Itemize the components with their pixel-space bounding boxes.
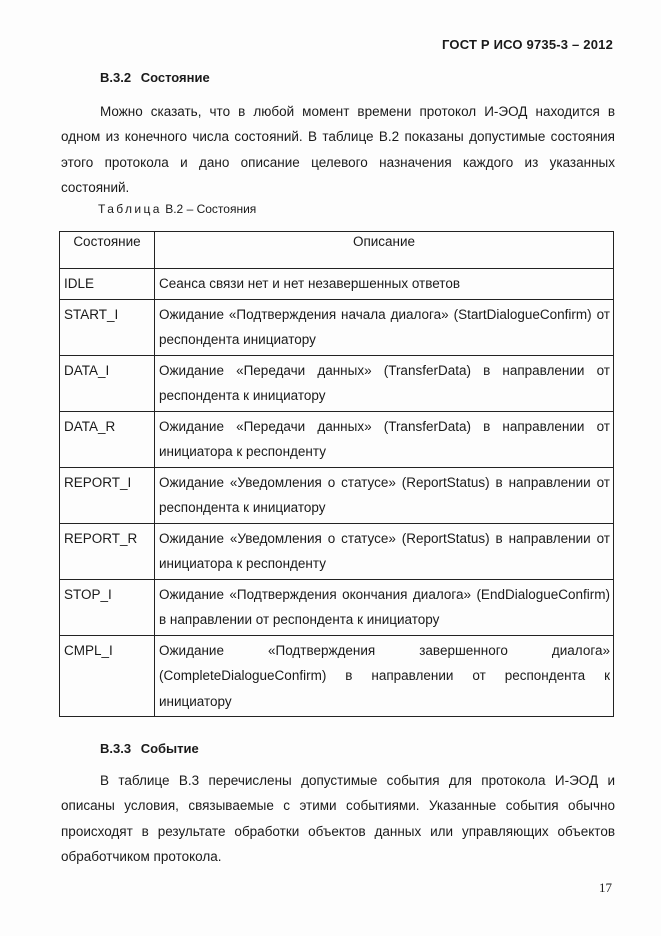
table-caption-dash: – [186,202,194,216]
description-cell: Ожидание «Передачи данных» (TransferData) в направлении от респондента к инициатору [155,355,614,411]
states-paragraph-text: Можно сказать, что в любой момент времени протокол И-ЭОД находится в одном из конечного числа состояний. В таблице В.2 показаны допустимые состояния этого протокола и дано описание целевого назначения каждого из указанных состояний. [61,104,615,195]
state-cell: STOP_I [60,579,155,635]
state-cell: IDLE [60,269,155,300]
page-number: 17 [599,880,612,895]
table-caption [98,202,256,216]
column-header-description: Описание [155,232,614,269]
table-row [60,635,614,717]
table-row [60,411,614,467]
description-cell: Ожидание «Уведомления о статусе» (ReportStatus) в направлении от инициатора к респонденту [155,523,614,579]
events-paragraph [61,768,615,869]
state-cell: START_I [60,299,155,355]
section-title: Состояние [140,70,210,85]
table-row [60,299,614,355]
section-title: Событие [140,741,199,756]
section-number: B.3.3 [100,741,132,756]
description-cell: Ожидание «Подтверждения окончания диалога» (EndDialogueConfirm) в направлении от респондента к инициатору [155,579,614,635]
table-row [60,355,614,411]
state-cell: REPORT_I [60,467,155,523]
states-table [59,231,614,717]
description-cell: Ожидание «Передачи данных» (TransferData) в направлении от инициатора к респонденту [155,411,614,467]
description-cell: Ожидание «Подтверждения начала диалога» (StartDialogueConfirm) от респондента инициатору [155,299,614,355]
description-cell: Ожидание «Уведомления о статусе» (ReportStatus) в направлении от респондента к инициатору [155,467,614,523]
description-cell: Сеанса связи нет и нет незавершенных ответов [155,269,614,300]
section-number: B.3.2 [100,70,132,85]
table-caption-title: Состояния [196,202,257,216]
states-paragraph [61,99,615,200]
state-cell: DATA_I [60,355,155,411]
table-row [60,579,614,635]
table-header-row [60,232,614,269]
table-caption-number: В.2 [165,202,184,216]
table-caption-label: Таблица [98,202,162,216]
state-cell: DATA_R [60,411,155,467]
description-cell: Ожидание «Подтверждения завершенного диалога» (CompleteDialogueConfirm) в направлении от респондента к инициатору [155,635,614,717]
column-header-state: Состояние [60,232,155,269]
events-paragraph-text: В таблице В.3 перечислены допустимые события для протокола И-ЭОД и описаны условия, связываемые с этими событиями. Указанные события обычно происходят в результате обработки объектов данных или управляющих объектов обработчиком протокола. [61,773,615,864]
section-heading-states [100,70,210,85]
document-header: ГОСТ Р ИСО 9735-3 – 2012 [442,37,613,52]
section-heading-events [100,741,199,756]
state-cell: REPORT_R [60,523,155,579]
table-row [60,467,614,523]
state-cell: CMPL_I [60,635,155,717]
table-row [60,269,614,300]
table-row [60,523,614,579]
